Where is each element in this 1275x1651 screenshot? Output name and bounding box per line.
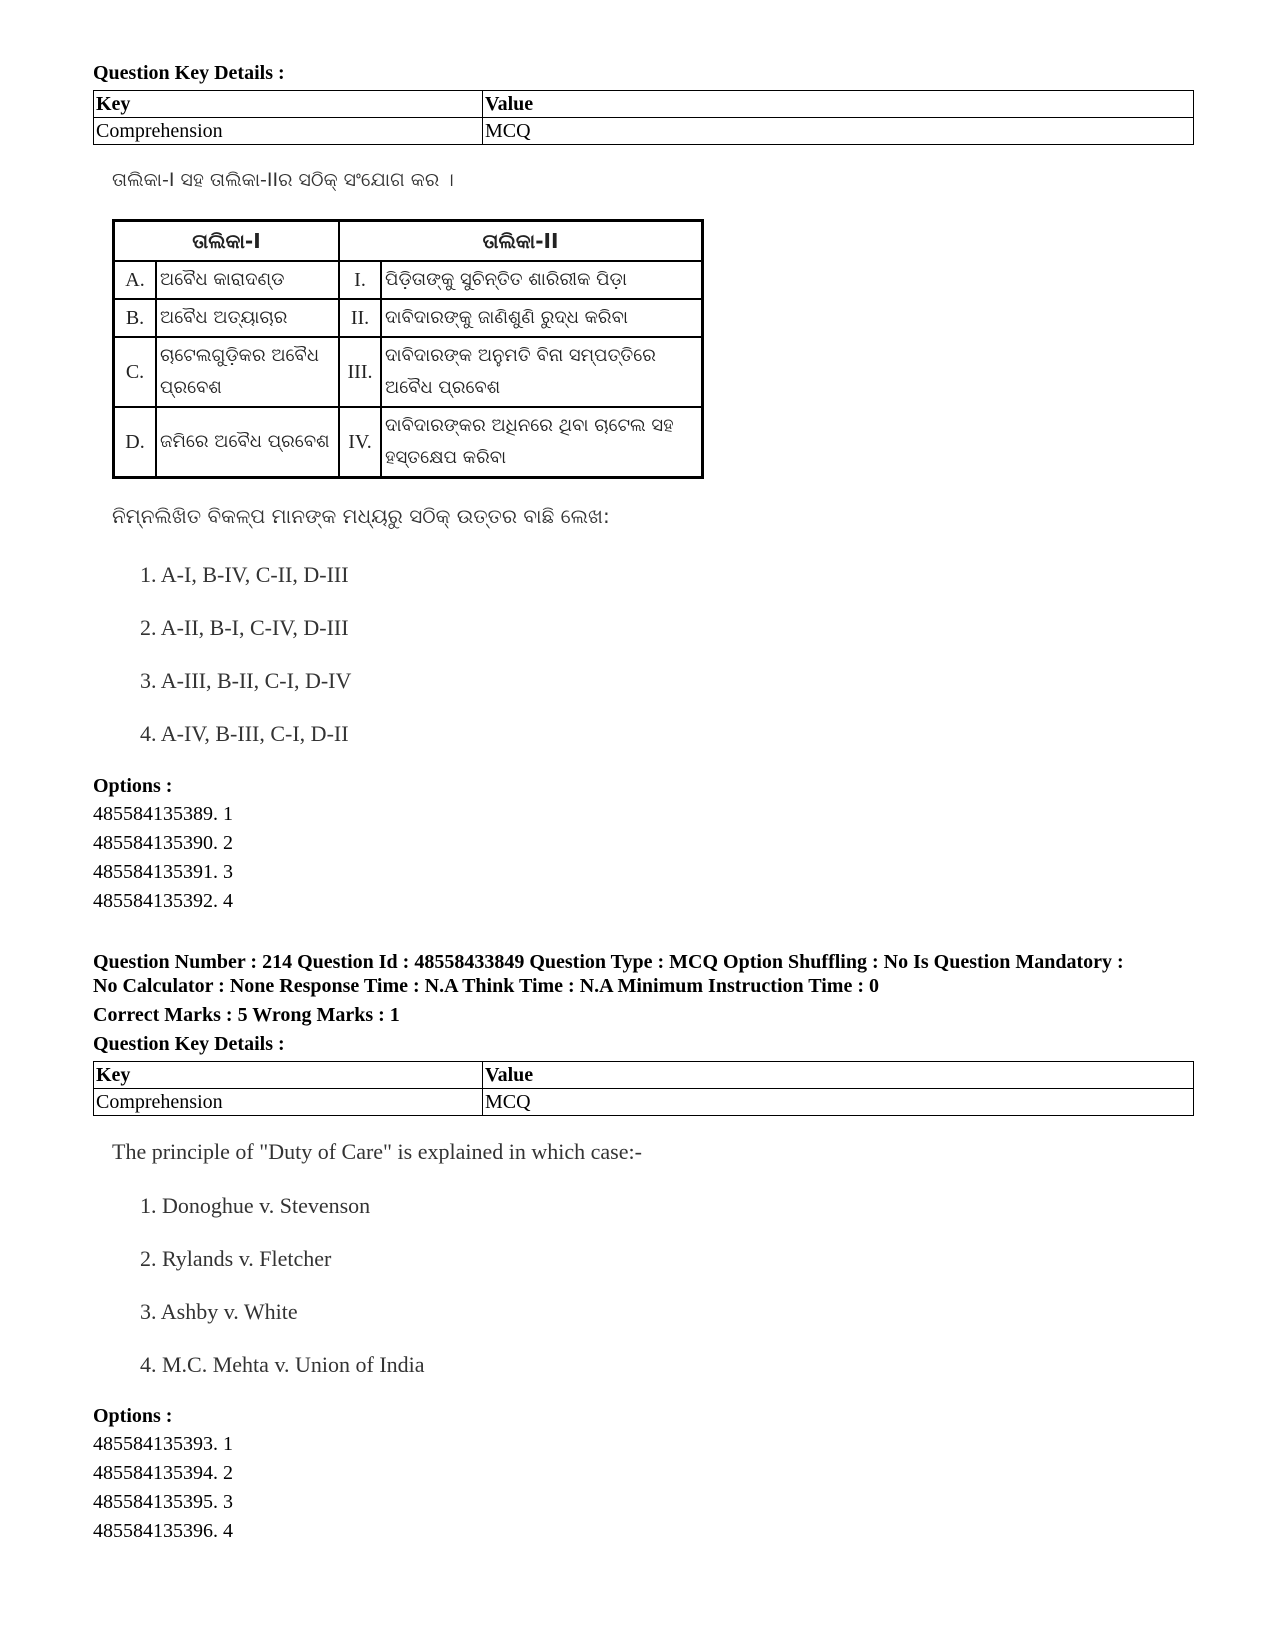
option-id-2: 485584135390. 2 [93, 832, 233, 854]
list-1-item: ଜମିରେ ଅବୈଧ ପ୍ରବେଶ [156, 407, 339, 478]
choice-4: 4. A-IV, B-III, C-I, D-II [140, 721, 349, 746]
value-header: Value [483, 91, 1194, 118]
row-letter: A. [114, 261, 157, 299]
match-row [114, 407, 703, 478]
list-2-item: ପିଡ଼ିତାଙ୍କୁ ସୁଚିନ୍ତିତ ଶାରିରୀକ ପିଡ଼ା [381, 261, 703, 299]
key-table-row [94, 118, 1194, 145]
row-roman: IV. [339, 407, 381, 478]
row-letter: B. [114, 299, 157, 337]
value-header: Value [483, 1062, 1194, 1089]
key-table-header-row [94, 91, 1194, 118]
match-table [112, 219, 704, 479]
question-meta-line-2: No Calculator : None Response Time : N.A Think Time : N.A Minimum Instruction Time : 0 [93, 975, 879, 997]
choice-2: 2. A-II, B-I, C-IV, D-III [140, 615, 349, 640]
choice-2: 2. Rylands v. Fletcher [140, 1246, 332, 1271]
list-2-item: ଦାବିଦାରଙ୍କର ଅଧିନରେ ଥିବା ଚାଟେଲ ସହ ହସ୍ତକ୍ଷେପ କରିବା [381, 407, 703, 478]
choice-4: 4. M.C. Mehta v. Union of India [140, 1352, 425, 1377]
key-details-label: Question Key Details : [93, 1033, 285, 1055]
row-letter: D. [114, 407, 157, 478]
option-id-1: 485584135389. 1 [93, 803, 233, 825]
key-table-header-row [94, 1062, 1194, 1089]
key-table-row [94, 1089, 1194, 1116]
option-id-4: 485584135396. 4 [93, 1520, 233, 1542]
choice-1: 1. Donoghue v. Stevenson [140, 1193, 371, 1218]
row-roman: II. [339, 299, 381, 337]
key-header: Key [94, 1062, 483, 1089]
choice-3: 3. Ashby v. White [140, 1299, 298, 1324]
match-row [114, 261, 703, 299]
key-details-label: Question Key Details : [93, 62, 285, 84]
options-label: Options : [93, 1405, 173, 1427]
key-details-table [93, 1061, 1194, 1116]
match-row [114, 299, 703, 337]
list-1-item: ଚାଟେଲଗୁଡ଼ିକର ଅବୈଧ ପ୍ରବେଶ [156, 337, 339, 407]
marks-line: Correct Marks : 5 Wrong Marks : 1 [93, 1004, 400, 1026]
question-instruction: ତାଲିକା-I ସହ ତାଲିକା-IIର ସଠିକ୍ ସଂଯୋଗ କର । [112, 169, 454, 191]
choice-1: 1. A-I, B-IV, C-II, D-III [140, 562, 349, 587]
key-details-table [93, 90, 1194, 145]
option-id-1: 485584135393. 1 [93, 1433, 233, 1455]
key-cell: Comprehension [94, 1089, 483, 1116]
value-cell: MCQ [483, 1089, 1194, 1116]
list-1-item: ଅବୈଧ ଅତ୍ୟାଚାର [156, 299, 339, 337]
row-roman: I. [339, 261, 381, 299]
key-header: Key [94, 91, 483, 118]
list-2-item: ଦାବିଦାରଙ୍କ ଅନୁମତି ବିନା ସମ୍ପତ୍ତିରେ ଅବୈଧ ପ୍ରବେଶ [381, 337, 703, 407]
row-letter: C. [114, 337, 157, 407]
match-table-header [114, 221, 703, 262]
list-2-header: ତାଲିକା-II [339, 221, 703, 262]
row-roman: III. [339, 337, 381, 407]
list-1-item: ଅବୈଧ କାରାଦଣ୍ଡ [156, 261, 339, 299]
answer-prompt: ନିମ୍ନଲିଖିତ ବିକଳ୍ପ ମାନଙ୍କ ମଧ୍ୟରୁ ସଠିକ୍ ଉତ୍ତର ବାଛି ଲେଖ: [112, 504, 610, 528]
choice-3: 3. A-III, B-II, C-I, D-IV [140, 668, 352, 693]
key-cell: Comprehension [94, 118, 483, 145]
options-label: Options : [93, 775, 173, 797]
value-cell: MCQ [483, 118, 1194, 145]
option-id-3: 485584135391. 3 [93, 861, 233, 883]
list-2-item: ଦାବିଦାରଙ୍କୁ ଜାଣିଶୁଣି ରୁଦ୍ଧ କରିବା [381, 299, 703, 337]
match-row [114, 337, 703, 407]
option-id-4: 485584135392. 4 [93, 890, 233, 912]
option-id-3: 485584135395. 3 [93, 1491, 233, 1513]
option-id-2: 485584135394. 2 [93, 1462, 233, 1484]
question-text: The principle of "Duty of Care" is explained in which case:- [112, 1139, 642, 1164]
question-meta-line-1: Question Number : 214 Question Id : 48558433849 Question Type : MCQ Option Shuffling : No Is Question Mandatory : [93, 951, 1124, 973]
list-1-header: ତାଲିକା-I [114, 221, 340, 262]
